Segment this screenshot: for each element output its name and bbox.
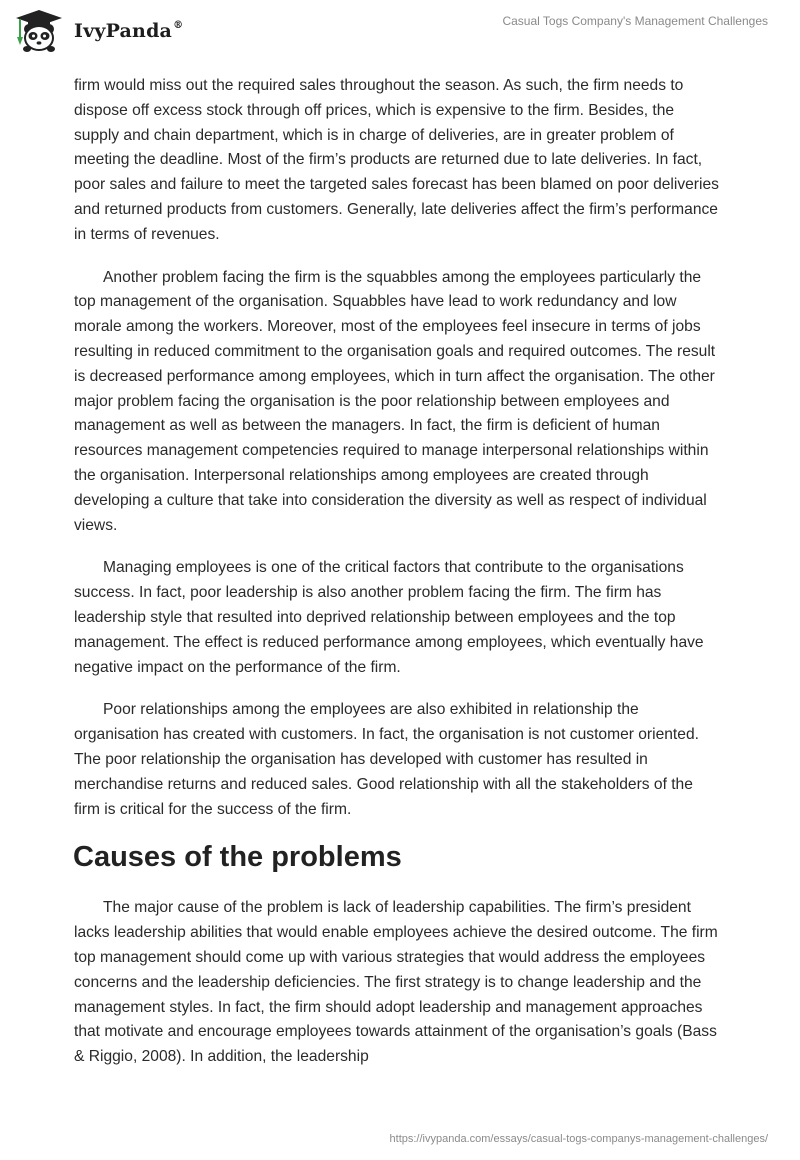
paragraph: Another problem facing the firm is the squabbles among the employees particularly the top management of the organisation. Squabbles have lead to work redundancy and low morale among the workers. Moreover, most of the employees feel insecure in terms of jobs resulting in reduced commitment to the organisation goals and required outcomes. The result is decreased performance among employees, which in turn affect the organisation. The other major problem facing the organisation is the poor relationship between employees and management as well as between the managers. In fact, the firm is deficient of human resources management competencies required to manage interpersonal relationships within the organisation. Interpersonal relationships among employees are created through developing a culture that take into consideration the diversity as well as respect of individual views. <box>74 268 716 534</box>
brand-name <box>74 20 183 42</box>
essay-body <box>74 74 722 1088</box>
paragraph: Managing employees is one of the critical factors that contribute to the organisations success. In fact, poor leadership is also another problem facing the firm. The firm has leadership style that resulted into deprived relationship between employees and the top management. The effect is reduced performance among employees, which eventually have negative impact on the performance of the firm. <box>74 559 704 676</box>
paragraph: The major cause of the problem is lack of leadership capabilities. The firm’s president lacks leadership abilities that would enable employees achieve the desired outcome. The firm top management should come up with various strategies that would address the employees concerns and the leadership deficiencies. The first strategy is to change leadership and the management styles. In fact, the firm should adopt leadership and management approaches that motivate and encourage employees towards attainment of the organisation’s goals (Bass & Riggio, 2008). In addition, the leadership <box>74 899 718 1066</box>
section-heading: Causes of the problems <box>73 841 402 874</box>
registered-mark: ® <box>173 19 184 31</box>
document-title: Casual Togs Company's Management Challenges <box>502 14 768 28</box>
brand-text: IvyPanda <box>74 20 173 42</box>
panda-graduate-icon <box>14 9 64 53</box>
paragraph: Poor relationships among the employees are also exhibited in relationship the organisation has created with customers. In fact, the organisation is not customer oriented. The poor relationship the organisation has developed with customer has resulted in merchandise returns and reduced sales. Good relationship with all the stakeholders of the firm is critical for the success of the firm. <box>74 701 699 818</box>
paragraph: firm would miss out the required sales throughout the season. As such, the firm needs to dispose off excess stock through off prices, which is expensive to the firm. Besides, the supply and chain department, which is in charge of deliveries, are in greater problem of meeting the deadline. Most of the firm’s products are returned due to late deliveries. In fact, poor sales and failure to meet the targeted sales forecast has been blamed on poor deliveries and returned products from customers. Generally, late deliveries affect the firm’s performance in terms of revenues. <box>74 77 719 243</box>
ivypanda-logo[interactable] <box>14 8 183 54</box>
source-url-link[interactable]: https://ivypanda.com/essays/casual-togs-companys-management-challenges/ <box>389 1133 768 1145</box>
page-header <box>0 0 800 70</box>
